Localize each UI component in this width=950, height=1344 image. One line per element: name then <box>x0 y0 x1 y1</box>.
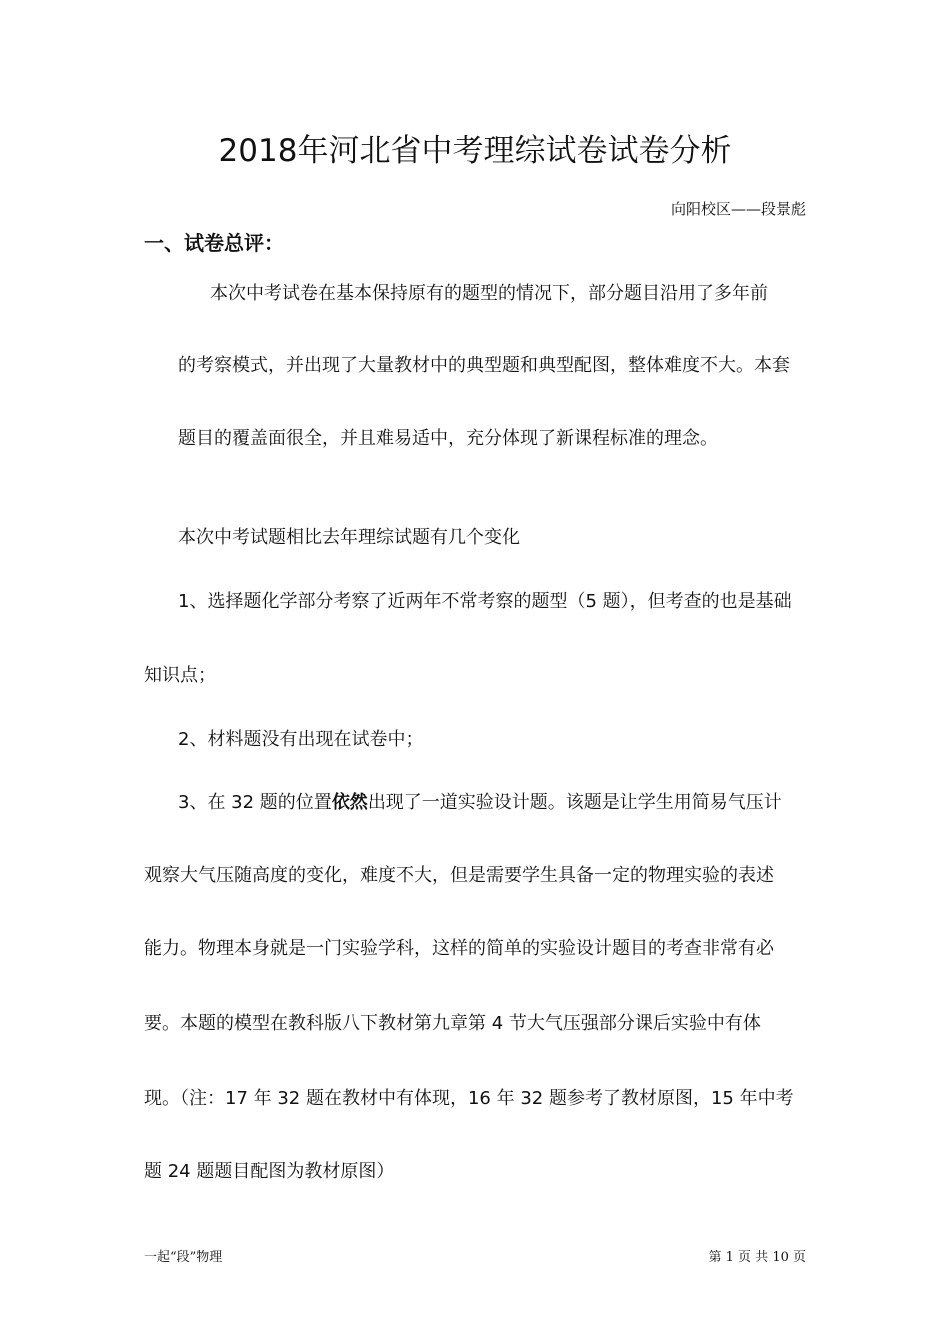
footer-left: 一起“段”物理 <box>144 1250 223 1265</box>
text-run: 出现了一道实验设计题。该题是让学生用简易气压计 <box>367 792 782 813</box>
paragraph-line: 本次中考试卷在基本保持原有的题型的情况下，部分题目沿用了多年前 <box>210 283 768 304</box>
paragraph-line: 2、材料题没有出现在试卷中； <box>178 729 424 750</box>
page-number: 第 1 页 共 10 页 <box>708 1250 806 1265</box>
paragraph-line: 1、选择题化学部分考察了近两年不常考察的题型（5 题），但考查的也是基础 <box>178 591 792 612</box>
paragraph-line: 的考察模式，并出现了大量教材中的典型题和典型配图，整体难度不大。本套 <box>178 355 790 376</box>
paragraph-line: 知识点； <box>144 665 216 686</box>
author-line: 向阳校区——段景彪 <box>670 200 806 218</box>
paragraph-line: 题目的覆盖面很全，并且难易适中，充分体现了新课程标准的理念。 <box>178 428 718 449</box>
paragraph-line: 题 24 题题目配图为教材原图） <box>144 1161 395 1182</box>
paragraph-line: 观察大气压随高度的变化，难度不大，但是需要学生具备一定的物理实验的表述 <box>144 865 774 886</box>
paragraph-line <box>178 789 782 817</box>
paragraph-line: 能力。物理本身就是一门实验学科，这样的简单的实验设计题目的考查非常有必 <box>144 938 774 959</box>
document-title: 2018年河北省中考理综试卷试卷分析 <box>218 133 732 169</box>
section-heading: 一、试卷总评： <box>144 231 284 255</box>
paragraph-line: 本次中考试题相比去年理综试题有几个变化 <box>178 527 520 548</box>
paragraph-line: 现。（注：17 年 32 题在教材中有体现，16 年 32 题参考了教材原图，15 年中考 <box>144 1088 794 1109</box>
text-run: 3、在 32 题的位置 <box>178 792 332 813</box>
bold-emphasis: 依然 <box>331 792 368 813</box>
paragraph-line: 要。本题的模型在教科版八下教材第九章第 4 节大气压强部分课后实验中有体 <box>144 1013 761 1034</box>
